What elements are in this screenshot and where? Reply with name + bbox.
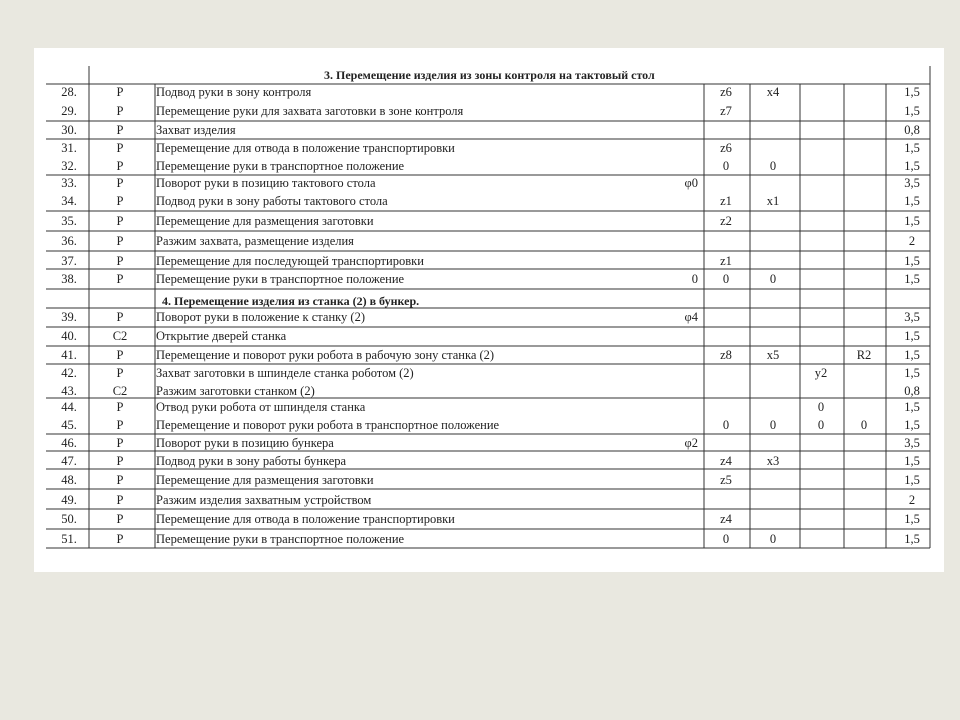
cell-n: 36.	[61, 234, 77, 248]
cell-phi: φ2	[684, 436, 698, 450]
cell-v: 2	[908, 493, 916, 507]
cell-v: 1,5	[904, 85, 920, 99]
cell-b: x4	[766, 85, 780, 99]
cell-n: 47.	[61, 454, 77, 468]
section-4-heading: 4. Перемещение изделия из станка (2) в бункер.	[162, 294, 420, 308]
cell-a: 0	[722, 272, 730, 286]
cell-phi: φ0	[684, 176, 698, 190]
cell-t: Р	[116, 85, 124, 99]
cell-v: 1,5	[904, 104, 920, 118]
cell-a: 0	[722, 532, 730, 546]
cell-e: R2	[856, 348, 872, 362]
cell-d: Перемещение руки в транспортное положение	[156, 159, 405, 173]
cell-n: 38.	[61, 272, 77, 286]
cell-n: 31.	[61, 141, 77, 155]
cell-t: Р	[116, 104, 124, 118]
cell-n: 44.	[61, 400, 77, 414]
cell-phi: φ4	[684, 310, 698, 324]
cell-d: Перемещение руки в транспортное положение	[156, 532, 405, 546]
cell-d: Разжим захвата, размещение изделия	[156, 234, 354, 248]
section-3-heading: 3. Перемещение изделия из зоны контроля на тактовый стол	[324, 68, 655, 82]
cell-n: 50.	[61, 512, 77, 526]
cell-n: 29.	[61, 104, 77, 118]
cell-v: 3,5	[904, 436, 920, 450]
cell-b: x1	[766, 194, 780, 208]
cell-t: Р	[116, 310, 124, 324]
cell-t: Р	[116, 176, 124, 190]
cell-t: Р	[116, 234, 124, 248]
cell-v: 0,8	[904, 123, 920, 137]
cell-b: x3	[766, 454, 780, 468]
cell-n: 41.	[61, 348, 77, 362]
cell-t: Р	[116, 159, 124, 173]
cell-t: Р	[116, 194, 124, 208]
cell-b: x5	[766, 348, 780, 362]
cell-v: 1,5	[904, 400, 920, 414]
cell-c: y2	[814, 366, 828, 380]
cell-b: 0	[769, 159, 777, 173]
cell-n: 40.	[61, 329, 77, 343]
cell-v: 1,5	[904, 254, 920, 268]
cell-n: 34.	[61, 194, 77, 208]
cell-t: Р	[116, 366, 124, 380]
cell-t: Р	[116, 272, 124, 286]
cell-v: 3,5	[904, 176, 920, 190]
cell-a: z4	[720, 454, 732, 468]
cell-a: z1	[720, 194, 732, 208]
cell-n: 33.	[61, 176, 77, 190]
cell-t: Р	[116, 141, 124, 155]
cell-t: Р	[116, 418, 124, 432]
cell-a: z6	[720, 141, 732, 155]
cell-n: 45.	[61, 418, 77, 432]
cell-t: Р	[116, 454, 124, 468]
cell-a: 0	[722, 418, 730, 432]
cell-c: 0	[817, 418, 825, 432]
cell-t: Р	[116, 436, 124, 450]
cell-d: Перемещение для размещения заготовки	[156, 214, 374, 228]
cell-v: 1,5	[904, 473, 920, 487]
cell-b: 0	[769, 272, 777, 286]
cell-v: 0,8	[904, 384, 920, 398]
cell-n: 46.	[61, 436, 77, 450]
cell-v: 1,5	[904, 159, 920, 173]
cell-t: Р	[116, 123, 124, 137]
cell-phi: 0	[691, 272, 698, 286]
cell-n: 32.	[61, 159, 77, 173]
cell-n: 49.	[61, 493, 77, 507]
cell-n: 51.	[61, 532, 77, 546]
cell-t: Р	[116, 473, 124, 487]
cell-d: Перемещение для отвода в положение транспортировки	[156, 141, 455, 155]
cell-v: 1,5	[904, 329, 920, 343]
cell-d: Открытие дверей станка	[156, 329, 287, 343]
cell-a: 0	[722, 159, 730, 173]
document-sheet	[34, 48, 944, 572]
cell-d: Подвод руки в зону контроля	[156, 85, 312, 99]
cell-n: 48.	[61, 473, 77, 487]
cell-a: z2	[720, 214, 732, 228]
cell-d: Поворот руки в положение к станку (2)	[156, 310, 365, 324]
cell-d: Разжим заготовки станком (2)	[156, 384, 315, 398]
cell-a: z5	[720, 473, 732, 487]
cell-a: z4	[720, 512, 732, 526]
cell-d: Поворот руки в позицию тактового стола	[156, 176, 376, 190]
cell-d: Захват изделия	[156, 123, 236, 137]
cell-e: 0	[860, 418, 868, 432]
cell-v: 3,5	[904, 310, 920, 324]
cell-t: Р	[116, 532, 124, 546]
cell-t: Р	[116, 254, 124, 268]
cell-t: Р	[116, 493, 124, 507]
cell-v: 1,5	[904, 348, 920, 362]
cell-b: 0	[769, 532, 777, 546]
cell-t: Р	[116, 400, 124, 414]
cell-b: 0	[769, 418, 777, 432]
cell-v: 1,5	[904, 454, 920, 468]
cell-d: Подвод руки в зону работы тактового стола	[156, 194, 388, 208]
cell-v: 1,5	[904, 512, 920, 526]
cell-v: 1,5	[904, 272, 920, 286]
cell-t: С2	[112, 384, 128, 398]
cell-a: z7	[720, 104, 732, 118]
cell-v: 1,5	[904, 141, 920, 155]
cell-d: Подвод руки в зону работы бункера	[156, 454, 347, 468]
cell-t: С2	[112, 329, 128, 343]
cell-n: 35.	[61, 214, 77, 228]
cell-v: 1,5	[904, 366, 920, 380]
cell-d: Разжим изделия захватным устройством	[156, 493, 372, 507]
cell-n: 39.	[61, 310, 77, 324]
cell-v: 1,5	[904, 418, 920, 432]
cell-d: Перемещение и поворот руки робота в рабочую зону станка (2)	[156, 348, 495, 362]
cell-d: Перемещение для размещения заготовки	[156, 473, 374, 487]
cell-a: z1	[720, 254, 732, 268]
cell-v: 1,5	[904, 532, 920, 546]
cell-d: Перемещение руки в транспортное положение	[156, 272, 405, 286]
cell-v: 1,5	[904, 214, 920, 228]
cell-d: Поворот руки в позицию бункера	[156, 436, 334, 450]
cell-n: 42.	[61, 366, 77, 380]
cell-n: 30.	[61, 123, 77, 137]
cell-v: 2	[908, 234, 916, 248]
cell-t: Р	[116, 348, 124, 362]
cell-d: Перемещение и поворот руки робота в транспортное положение	[156, 418, 500, 432]
cell-t: Р	[116, 512, 124, 526]
cell-n: 37.	[61, 254, 77, 268]
cell-d: Захват заготовки в шпинделе станка роботом (2)	[156, 366, 414, 380]
cell-a: z6	[720, 85, 732, 99]
cell-d: Отвод руки робота от шпинделя станка	[156, 400, 366, 414]
cell-a: z8	[720, 348, 732, 362]
cell-c: 0	[817, 400, 825, 414]
cell-d: Перемещение руки для захвата заготовки в зоне контроля	[156, 104, 464, 118]
cell-n: 28.	[61, 85, 77, 99]
cell-v: 1,5	[904, 194, 920, 208]
cell-d: Перемещение для отвода в положение транспортировки	[156, 512, 455, 526]
cell-n: 43.	[61, 384, 77, 398]
cell-t: Р	[116, 214, 124, 228]
cell-d: Перемещение для последующей транспортировки	[156, 254, 424, 268]
